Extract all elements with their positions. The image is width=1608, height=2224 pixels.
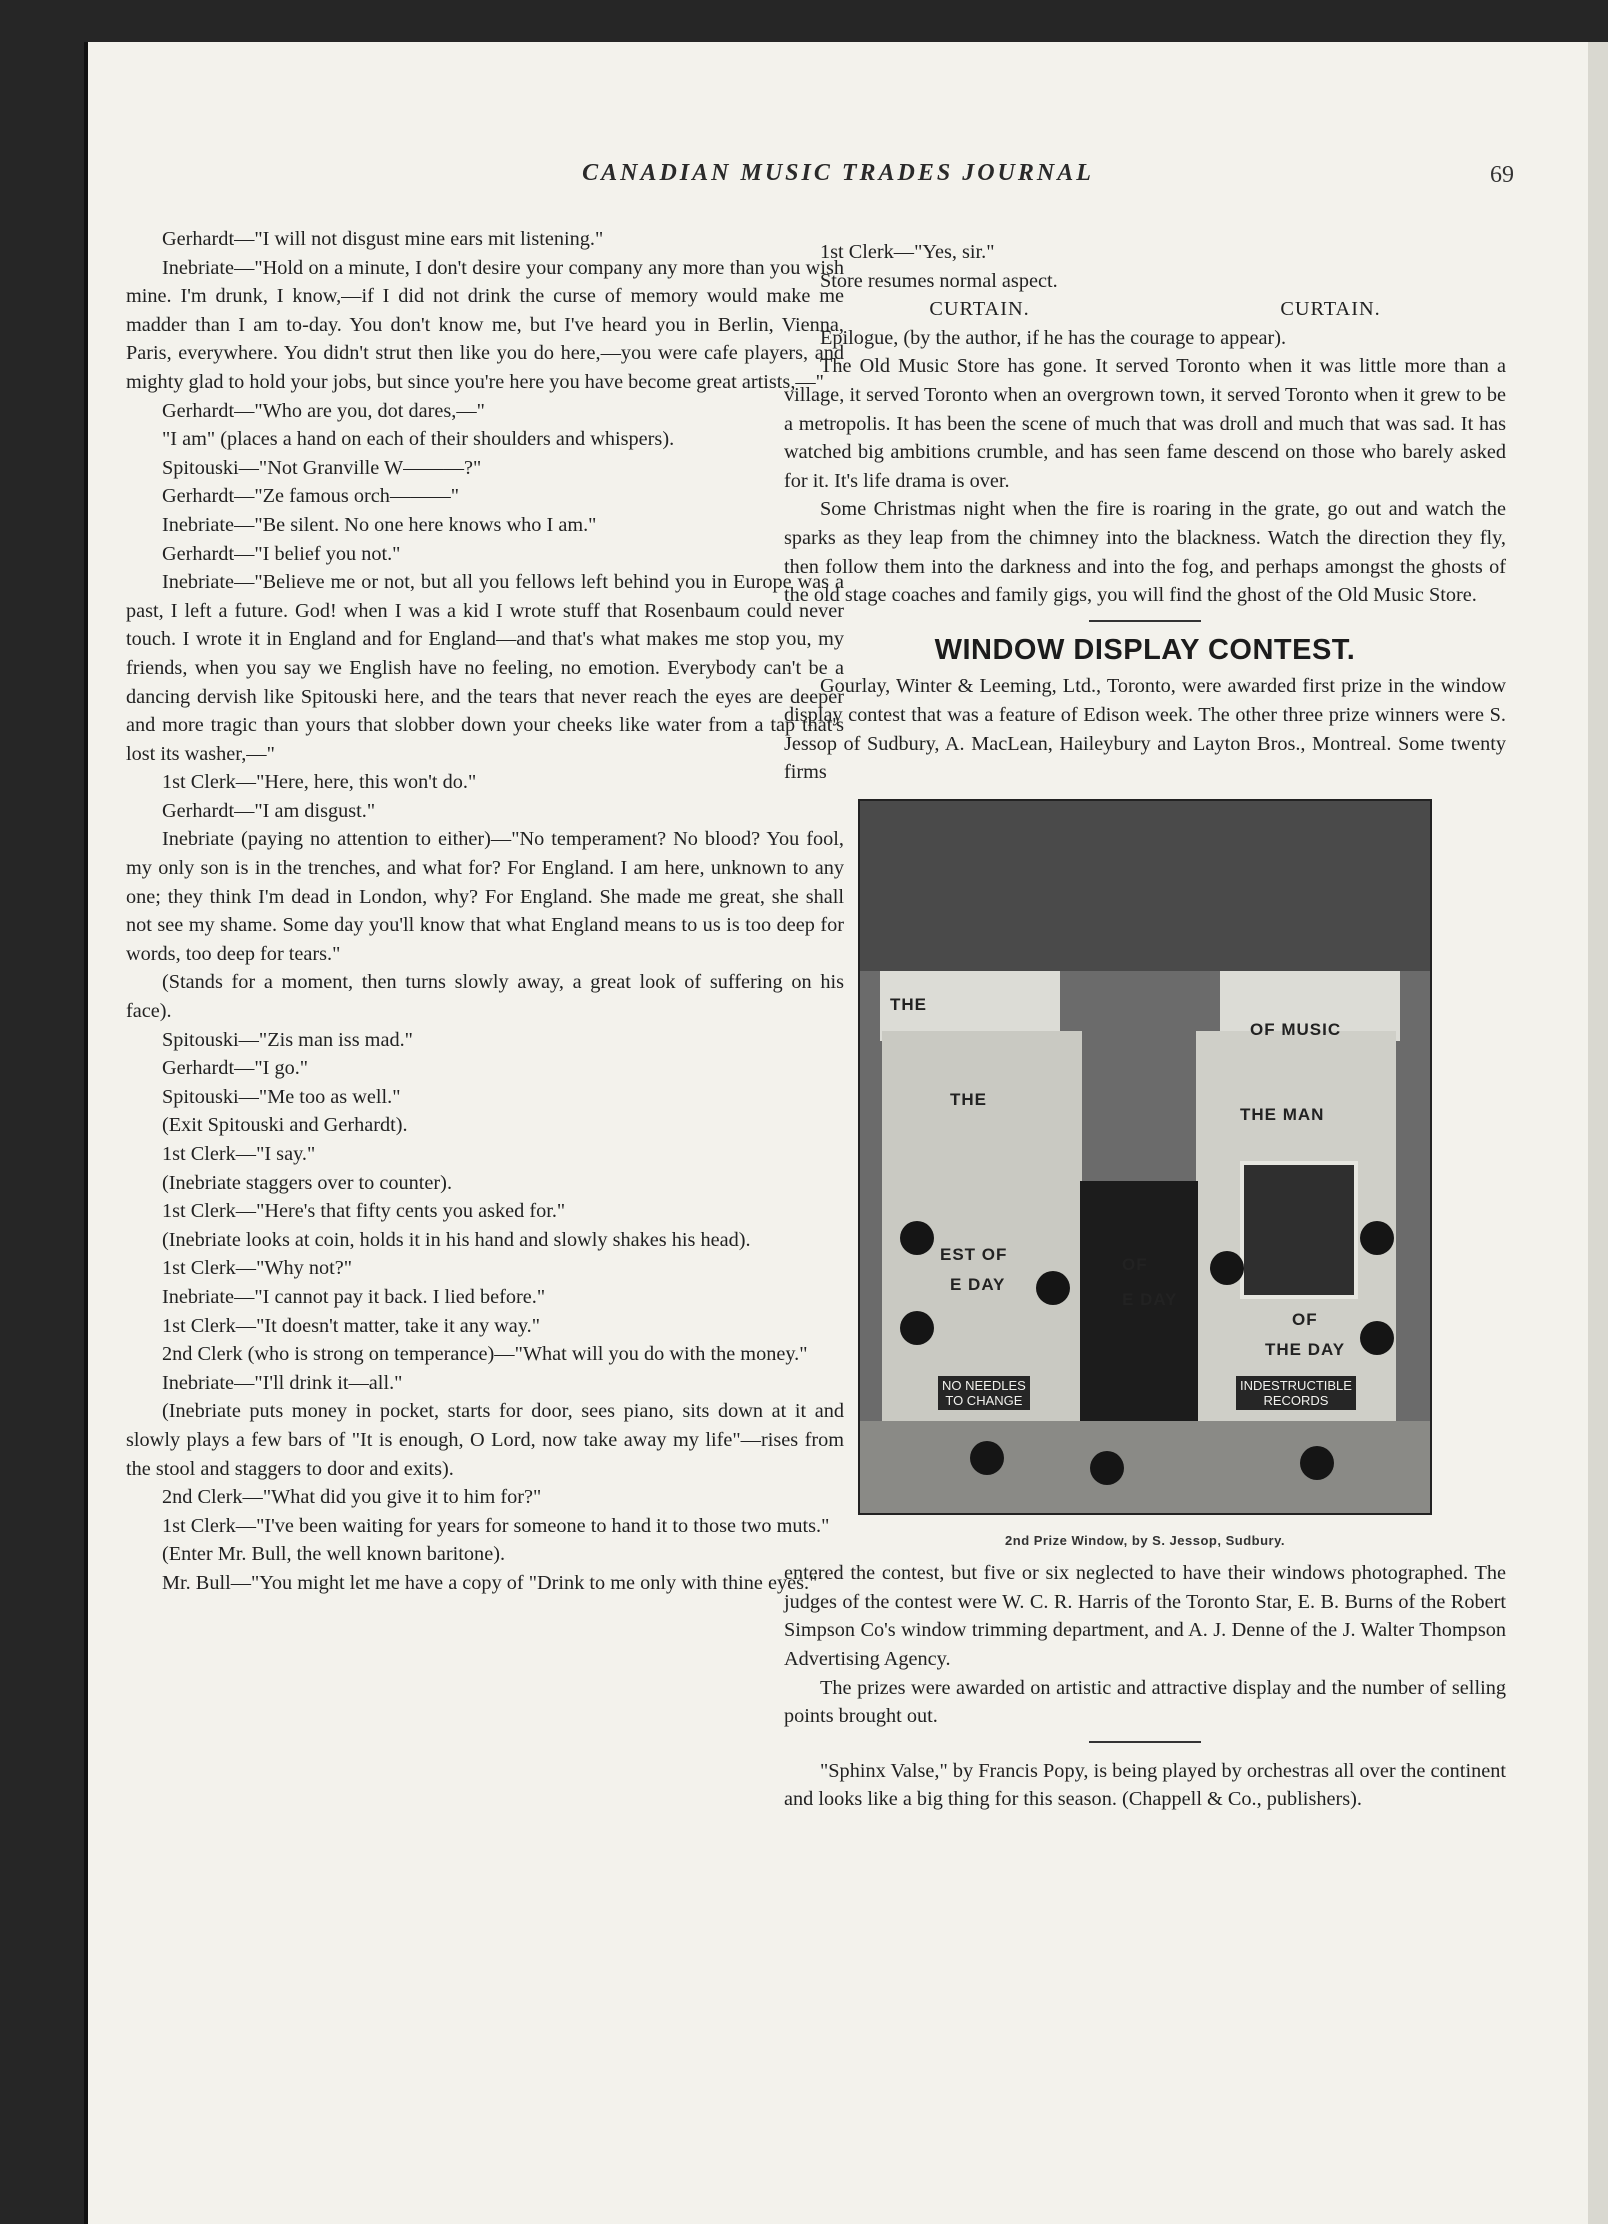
photo-text: EST OF — [940, 1244, 1008, 1264]
window-display-photo — [858, 799, 1432, 1515]
paragraph: (Exit Spitouski and Gerhardt). — [162, 1114, 408, 1137]
photo-text: OF — [1292, 1309, 1318, 1329]
paragraph: "I am" (places a hand on each of their shoulders and whispers). — [162, 428, 675, 451]
paragraph: Inebriate—"Believe me or not, but all you fellows left behind you in Europe was a past, I left a future. God! when I was a kid I wrote stuff that Rosenbaum could never touch. I wrote it in England and for England—and that's what makes me stop you, my friends, when you say we English have no feeling, no emotion. Everybody can't be a dancing dervish like Spitouski here, and the tears that never reach the eyes are deeper and more tragic than yours that slobber down your cheeks like water from a tap that's lost its washer,—" — [126, 571, 844, 765]
curtain-label: CURTAIN. — [929, 298, 1030, 321]
paragraph: Inebriate (paying no attention to either)—"No temperament? No blood? You fool, my only son is in the trenches, and what for? For England. I am here, unknown to any one; they think I'm dead in London, why? For England. She made me great, she shall not see my shame. Some day you'll know that what England means to us is too deep for words, too deep for tears." — [126, 828, 844, 965]
paragraph: Some Christmas night when the fire is roaring in the grate, go out and watch the sparks as they leap from the chimney into the blackness. Watch the direction they fly, then follow them into the darkness and into the fog, and perhaps amongst the ghosts of the old stage coaches and family gigs, you will find the ghost of the Old Music Store. — [784, 498, 1506, 607]
photo-portrait — [1240, 1161, 1358, 1299]
paragraph: Mr. Bull—"You might let me have a copy of "Drink to me only with thine eyes." — [162, 1571, 818, 1594]
record-disc-icon — [1360, 1221, 1394, 1255]
photo-sign-records — [1236, 1376, 1356, 1410]
curtain-line — [784, 295, 1506, 324]
photo-text: E DAY — [1122, 1289, 1178, 1309]
paragraph: 1st Clerk—"Why not?" — [162, 1257, 353, 1280]
record-disc-icon — [1360, 1321, 1394, 1355]
paragraph: Gourlay, Winter & Leeming, Ltd., Toronto, were awarded first prize in the window display contest that was a feature of Edison week. The other three prize winners were S. Jessop of Sudbury, A. MacLean, Haileybury and Layton Bros., Montreal. Some twenty firms — [784, 675, 1506, 784]
paragraph: Gerhardt—"I will not disgust mine ears mit listening." — [162, 228, 604, 250]
page-number: 69 — [1490, 162, 1514, 188]
photo-text: THE DAY — [1265, 1339, 1346, 1359]
sign-line: RECORDS — [1263, 1392, 1329, 1408]
photo-text: OF — [1122, 1254, 1148, 1274]
sign-line: TO CHANGE — [945, 1392, 1023, 1408]
photo-text: THE MAN — [1240, 1104, 1325, 1124]
sign-line: NO NEEDLES — [942, 1377, 1026, 1393]
paragraph: Inebriate—"Hold on a minute, I don't desire your company any more than you wish mine. I'm drunk, I know,—if I did not drink the curse of memory would make me madder than I am to-day. You don't know me, but I've heard you in Berlin, Vienna, Paris, everywhere. You didn't strut then like you do here,—you were cafe players, and mighty glad to hold your jobs, but since you're here you have become great artists,—" — [126, 256, 844, 393]
paragraph: 1st Clerk—"Here's that fifty cents you asked for." — [162, 1200, 566, 1223]
paragraph: entered the contest, but five or six neglected to have their windows photographed. The judges of the contest were W. C. R. Harris of the Toronto Star, E. B. Burns of the Robert Simpson Co's window trimming department, and A. J. Denne of the J. Walter Thompson Advertising Agency. — [784, 1562, 1506, 1671]
paragraph: Spitouski—"Zis man iss mad." — [162, 1028, 413, 1051]
paragraph: Spitouski—"Not Granville W———?" — [162, 456, 482, 479]
paragraph: (Stands for a moment, then turns slowly away, a great look of suffering on his face). — [126, 971, 844, 1023]
paragraph: Gerhardt—"Ze famous orch———" — [162, 485, 460, 508]
sign-line: INDESTRUCTIBLE — [1240, 1377, 1352, 1393]
paragraph: Gerhardt—"I am disgust." — [162, 799, 376, 822]
photo-caption: 2nd Prize Window, by S. Jessop, Sudbury. — [1005, 1532, 1285, 1548]
paragraph: Gerhardt—"Who are you, dot dares,—" — [162, 399, 485, 422]
running-header: CANADIAN MUSIC TRADES JOURNAL — [582, 160, 1094, 186]
paragraph: Inebriate—"Be silent. No one here knows who I am." — [162, 513, 597, 536]
photo-text: E DAY — [950, 1274, 1006, 1294]
record-disc-icon — [970, 1441, 1004, 1475]
section-divider — [1089, 620, 1201, 622]
paragraph: (Enter Mr. Bull, the well known baritone). — [162, 1543, 506, 1566]
paragraph: (Inebriate looks at coin, holds it in his hand and slowly shakes his head). — [162, 1228, 751, 1251]
section-divider — [1089, 1741, 1201, 1743]
curtain-label: CURTAIN. — [1280, 298, 1381, 321]
photo-floor — [860, 1421, 1430, 1513]
record-disc-icon — [1300, 1446, 1334, 1480]
photo-text: OF MUSIC — [1250, 1019, 1342, 1039]
paragraph: 1st Clerk—"I've been waiting for years for someone to hand it to those two muts." — [162, 1514, 830, 1537]
paragraph: 1st Clerk—"Yes, sir." — [820, 241, 995, 263]
paragraph: (Inebriate staggers over to counter). — [162, 1171, 453, 1194]
paragraph: Gerhardt—"I belief you not." — [162, 542, 401, 565]
photo-text: THE — [890, 994, 927, 1014]
paragraph: "Sphinx Valse," by Francis Popy, is being played by orchestras all over the continent and looks like a big thing for this season. (Chappell & Co., publishers). — [784, 1759, 1506, 1811]
photo-wall — [860, 801, 1430, 971]
photo-sign-needles — [938, 1376, 1030, 1410]
paragraph: Gerhardt—"I go." — [162, 1057, 309, 1080]
paragraph: Spitouski—"Me too as well." — [162, 1085, 401, 1108]
paragraph: The Old Music Store has gone. It served Toronto when it was little more than a village, it served Toronto when an overgrown town, it served Toronto when it grew to be a metropolis. It has been the scene of much that was droll and much that was sad. It has watched big ambitions crumble, and has seen fame descend on those who barely asked for it. It's life drama is over. — [784, 355, 1506, 492]
record-disc-icon — [1090, 1451, 1124, 1485]
record-disc-icon — [1210, 1251, 1244, 1285]
record-disc-icon — [1036, 1271, 1070, 1305]
left-column — [126, 225, 844, 1598]
paragraph: 2nd Clerk (who is strong on temperance)—"What will you do with the money." — [162, 1343, 808, 1366]
paragraph: Inebriate—"I'll drink it—all." — [162, 1371, 403, 1394]
paragraph: Epilogue, (by the author, if he has the courage to appear). — [820, 326, 1287, 349]
record-disc-icon — [900, 1221, 934, 1255]
paragraph: (Inebriate puts money in pocket, starts for door, sees piano, sits down at it and slowly plays a few bars of "It is enough, O Lord, now take away my life"—rises from the stool and staggers to door and exits). — [126, 1400, 844, 1480]
right-column — [784, 238, 1506, 1814]
paragraph: 1st Clerk—"It doesn't matter, take it any way." — [162, 1314, 540, 1337]
photo-text: THE — [950, 1089, 987, 1109]
section-title: WINDOW DISPLAY CONTEST. — [934, 633, 1356, 666]
paragraph: The prizes were awarded on artistic and attractive display and the number of selling points brought out. — [784, 1676, 1506, 1728]
paragraph: Store resumes normal aspect. — [820, 269, 1058, 292]
paragraph: 1st Clerk—"I say." — [162, 1143, 316, 1165]
paragraph: 1st Clerk—"Here, here, this won't do." — [162, 771, 477, 794]
paragraph: 2nd Clerk—"What did you give it to him for?" — [162, 1486, 542, 1509]
record-disc-icon — [900, 1311, 934, 1345]
paragraph: Inebriate—"I cannot pay it back. I lied before." — [162, 1285, 546, 1308]
